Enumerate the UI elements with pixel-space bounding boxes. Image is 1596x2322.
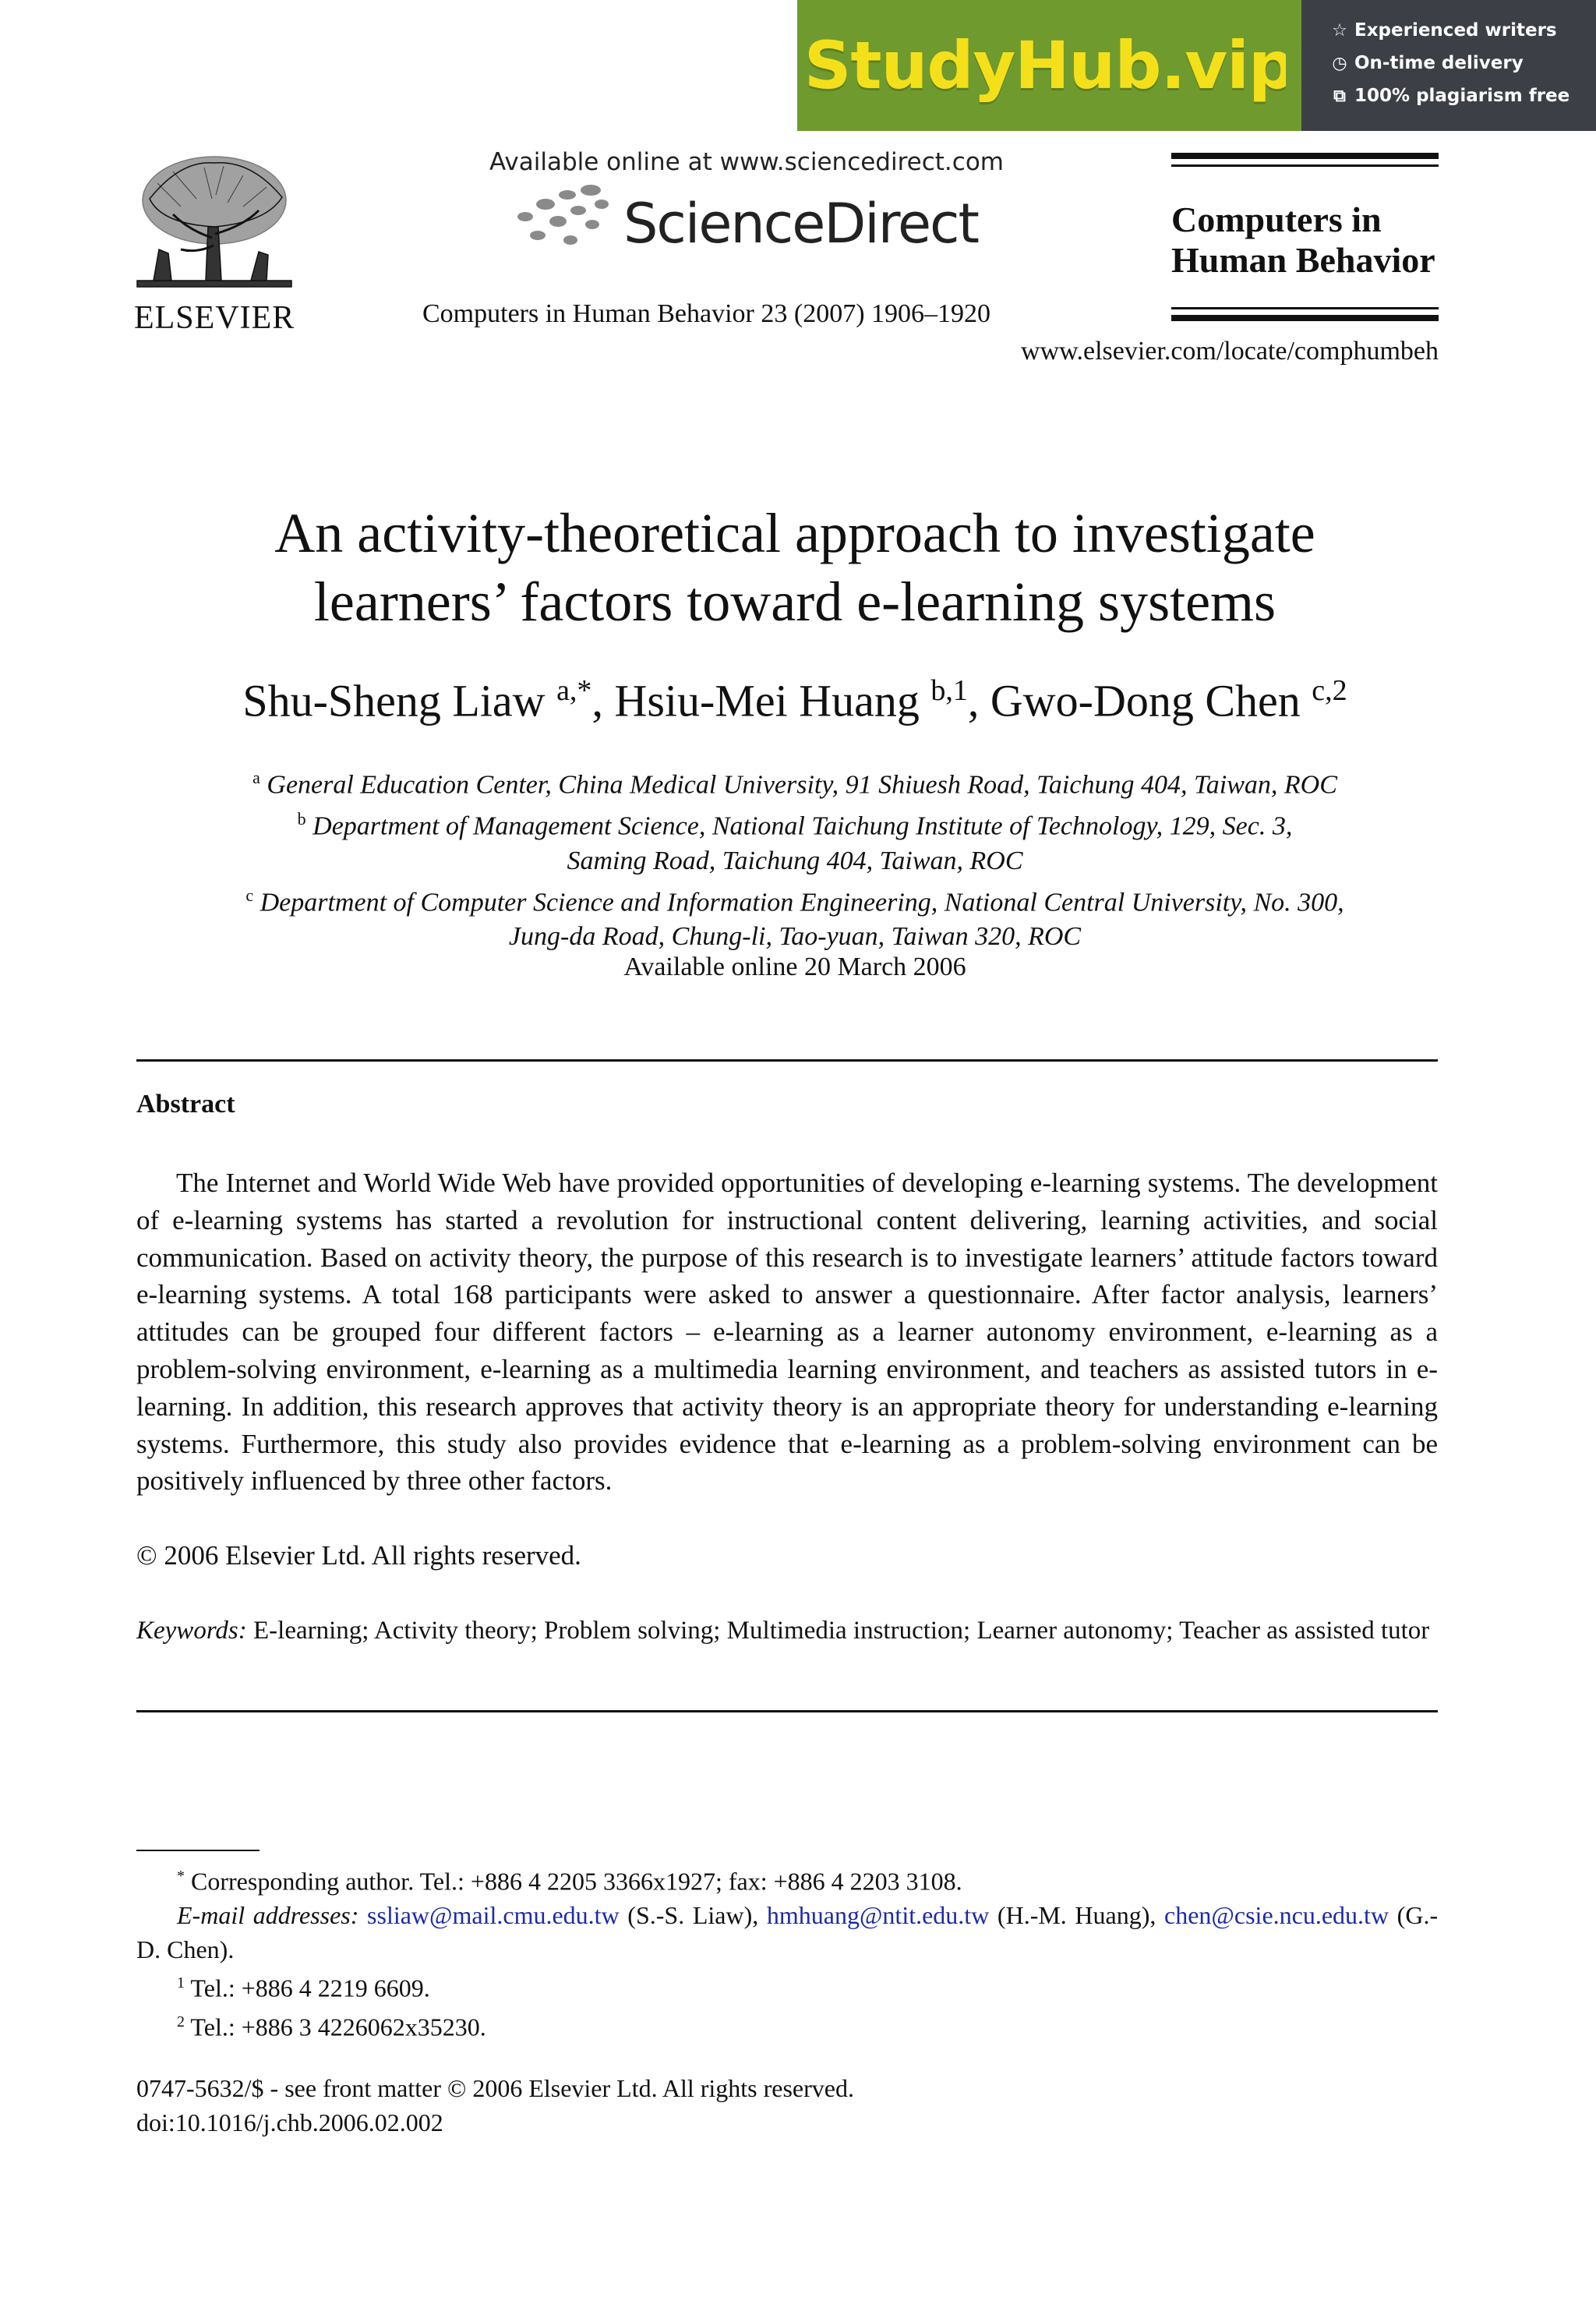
star-icon: ☆ bbox=[1332, 20, 1347, 41]
affiliation-marker: c bbox=[245, 885, 254, 905]
author-separator: , bbox=[967, 675, 990, 726]
author-name: Hsiu-Mei Huang bbox=[614, 675, 920, 726]
article-title bbox=[101, 499, 1488, 636]
footnote-rule bbox=[136, 1850, 260, 1851]
footnote-emails bbox=[136, 1899, 1438, 1967]
author-list bbox=[101, 673, 1488, 726]
email-owner: (H.-M. Huang), bbox=[997, 1901, 1156, 1930]
affiliation-text-continued: Jung-da Road, Chung-li, Tao-yuan, Taiwan 320, ROC bbox=[508, 921, 1082, 951]
abstract-heading: Abstract bbox=[136, 1090, 235, 1119]
email-link-liaw[interactable]: ssliaw@mail.cmu.edu.tw bbox=[367, 1901, 620, 1930]
author-name: Gwo-Dong Chen bbox=[990, 675, 1301, 726]
feature-plagiarism-free bbox=[1331, 86, 1570, 106]
footnote-marker: 2 bbox=[177, 2013, 185, 2031]
author-separator: , bbox=[591, 675, 615, 726]
footnote-text: Tel.: +886 4 2219 6609. bbox=[190, 1974, 430, 2002]
feature-on-time-delivery bbox=[1331, 53, 1524, 73]
affiliation-text: Department of Computer Science and Information Engineering, National Central University, No. 300, bbox=[260, 887, 1344, 917]
sciencedirect-dots-icon bbox=[514, 181, 614, 251]
abstract-rule-bottom bbox=[136, 1710, 1438, 1712]
abstract-rule-top bbox=[136, 1059, 1438, 1062]
footnote-marker-star: * bbox=[177, 1868, 185, 1885]
keywords-label: Keywords: bbox=[136, 1617, 247, 1645]
doi-link[interactable]: doi:10.1016/j.chb.2006.02.002 bbox=[136, 2108, 443, 2136]
front-matter bbox=[136, 2072, 854, 2140]
front-matter-copyright: 0747-5632/$ - see front matter © 2006 Elsevier Ltd. All rights reserved. bbox=[136, 2074, 854, 2102]
publisher-name: ELSEVIER bbox=[134, 300, 295, 336]
footnotes bbox=[136, 1860, 1438, 2045]
abstract-copyright: © 2006 Elsevier Ltd. All rights reserved. bbox=[136, 1540, 581, 1571]
feature-label: On-time delivery bbox=[1354, 53, 1524, 73]
email-label: E-mail addresses: bbox=[177, 1901, 359, 1930]
affiliation-marker: b bbox=[297, 809, 306, 829]
banner-features bbox=[1301, 0, 1596, 131]
elsevier-tree-logo bbox=[134, 152, 295, 294]
title-line1: An activity-theoretical approach to investigate bbox=[274, 502, 1315, 564]
copy-icon: ⧉ bbox=[1333, 86, 1346, 106]
affiliation-text-continued: Saming Road, Taichung 404, Taiwan, ROC bbox=[567, 846, 1023, 875]
abstract-body: The Internet and World Wide Web have provided opportunities of developing e-learning systems. The development of e-learning systems has started a revolution for instructional content delivering, learning activities, and social communication. Based on activity theory, the purpose of this research is to investigate learners’ attitude factors toward e-learning systems. A total 168 participants were asked to answer a questionnaire. After factor analysis, learners’ attitudes can be grouped four different factors – e-learning as a learner autonomy environment, e-learning as a problem-solving environment, e-learning as a multimedia learning environment, and teachers as assisted tutors in e-learning. In addition, this research approves that activity theory is an appropriate theory for understanding e-learning systems. Furthermore, this study also provides evidence that e-learning as a problem-solving environment can be positively influenced by three other factors. bbox=[136, 1168, 1438, 1497]
email-owner: (S.-S. Liaw), bbox=[627, 1901, 759, 1930]
journal-rule-top-thin bbox=[1171, 164, 1439, 167]
feature-label: Experienced writers bbox=[1354, 20, 1557, 41]
title-line2: learners’ factors toward e-learning systems bbox=[313, 571, 1276, 633]
keywords-list: E-learning; Activity theory; Problem solving; Multimedia instruction; Learner autonomy; Teacher as assisted tutor bbox=[253, 1617, 1430, 1645]
affiliation-text: General Education Center, China Medical University, 91 Shiuesh Road, Taichung 404, Taiwan, ROC bbox=[267, 770, 1337, 800]
journal-url-link[interactable]: www.elsevier.com/locate/comphumbeh bbox=[1021, 337, 1439, 366]
studyhub-banner[interactable] bbox=[797, 0, 1301, 131]
affiliation-c bbox=[117, 878, 1473, 920]
clock-icon: ◷ bbox=[1332, 53, 1347, 73]
affiliation-marker: a bbox=[252, 768, 260, 787]
footnote-text: Corresponding author. Tel.: +886 4 2205 3366x1927; fax: +886 4 2203 3108. bbox=[191, 1867, 962, 1896]
feature-experienced-writers bbox=[1331, 20, 1557, 41]
journal-citation: Computers in Human Behavior 23 (2007) 1906–1920 bbox=[422, 299, 991, 328]
keywords bbox=[136, 1613, 1438, 1648]
sciencedirect-logo[interactable]: ScienceDirect bbox=[623, 192, 978, 256]
available-online-text[interactable]: Available online at www.sciencedirect.com bbox=[489, 148, 1004, 176]
journal-rule-bottom-thin bbox=[1171, 307, 1439, 309]
footnote-2 bbox=[136, 2006, 1438, 2045]
author-name: Shu-Sheng Liaw bbox=[242, 675, 546, 726]
available-online-date: Available online 20 March 2006 bbox=[623, 952, 966, 981]
journal-rule-bottom bbox=[1171, 315, 1439, 321]
author-affiliation-marker[interactable]: a,* bbox=[556, 674, 592, 707]
author-affiliation-marker[interactable]: c,2 bbox=[1312, 674, 1347, 707]
email-link-huang[interactable]: hmhuang@ntit.edu.tw bbox=[766, 1901, 990, 1930]
email-owner: (G.-D. Chen). bbox=[136, 1901, 1439, 1963]
journal-rule-top bbox=[1171, 153, 1439, 159]
journal-name bbox=[1171, 200, 1435, 281]
journal-name-line1: Computers in bbox=[1171, 200, 1382, 239]
author-affiliation-marker[interactable]: b,1 bbox=[930, 674, 968, 707]
studyhub-logo[interactable]: StudyHub.vip bbox=[803, 27, 1295, 104]
footnote-text: Tel.: +886 3 4226062x35230. bbox=[190, 2013, 486, 2041]
affiliation-list bbox=[117, 761, 1473, 954]
footnote-corresponding bbox=[136, 1860, 1438, 1899]
email-link-chen[interactable]: chen@csie.ncu.edu.tw bbox=[1164, 1901, 1389, 1930]
affiliation-b bbox=[117, 802, 1473, 843]
footnote-1 bbox=[136, 1967, 1438, 2006]
affiliation-a bbox=[117, 761, 1473, 802]
footnote-marker: 1 bbox=[177, 1974, 185, 1992]
journal-name-line2: Human Behavior bbox=[1171, 240, 1435, 280]
feature-label: 100% plagiarism free bbox=[1354, 86, 1570, 106]
affiliation-text: Department of Management Science, National Taichung Institute of Technology, 129, Sec. 3, bbox=[312, 811, 1293, 841]
